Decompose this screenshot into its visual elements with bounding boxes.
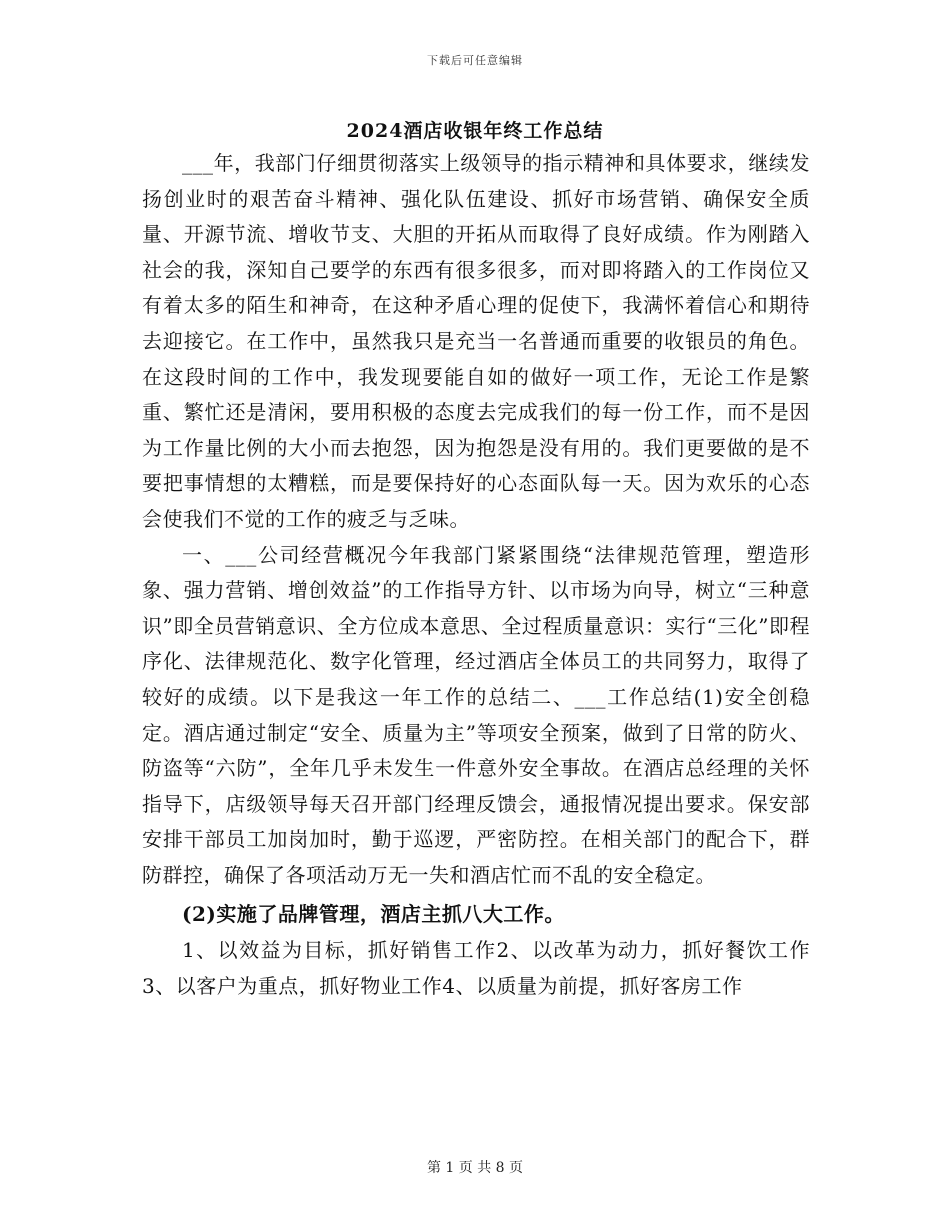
paragraph-section-one: 一、___公司经营概况今年我部门紧紧围绕“法律规范管理，塑造形象、强力营销、增创效益”的工作指导方针、以市场为向导，树立“三种意识”即全员营销意识、全方位成本意思、全过程质量意识：实行“三化”即程序化、法律规范化、数字化管理，经过酒店全体员工的共同努力，取得了较好的成绩。以下是我这一年工作的总结二、___工作总结(1)安全创稳定。酒店通过制定“安全、质量为主”等项安全预案，做到了日常的防火、防盗等“六防”，全年几乎未发生一件意外安全事故。在酒店总经理的关怀指导下，店级领导每天召开部门经理反馈会，通报情况提出要求。保安部安排干部员工加岗加时，勤于巡逻，严密防控。在相关部门的配合下，群防群控，确保了各项活动万无一失和酒店忙而不乱的安全稳定。 [142, 542, 810, 887]
document-body [142, 146, 810, 1004]
document-title: 2024酒店收银年终工作总结 [346, 120, 604, 142]
paragraph-intro: ___年，我部门仔细贯彻落实上级领导的指示精神和具体要求，继续发扬创业时的艰苦奋斗精神、强化队伍建设、抓好市场营销、确保安全质量、开源节流、增收节支、大胆的开拓从而取得了良好成绩。作为刚踏入社会的我，深知自己要学的东西有很多很多，而对即将踏入的工作岗位又有着太多的陌生和神奇，在这种矛盾心理的促使下，我满怀着信心和期待去迎接它。在工作中，虽然我只是充当一名普通而重要的收银员的角色。在这段时间的工作中，我发现要能自如的做好一项工作，无论工作是繁重、繁忙还是清闲，要用积极的态度去完成我们的每一份工作，而不是因为工作量比例的大小而去抱怨，因为抱怨是没有用的。我们更要做的是不要把事情想的太糟糕，而是要保持好的心态面队每一天。因为欢乐的心态会使我们不觉的工作的疲乏与乏味。 [142, 151, 810, 531]
page-number: 第 1 页 共 8 页 [426, 1160, 524, 1176]
paragraph-brand-management-heading: (2)实施了品牌管理，酒店主抓八大工作。 [182, 902, 565, 927]
paragraph-eight-tasks: 1、以效益为目标，抓好销售工作2、以改革为动力，抓好餐饮工作3、以客户为重点，抓好物业工作4、以质量为前提，抓好客房工作 [142, 938, 810, 998]
page-header-note: 下载后可任意编辑 [427, 54, 523, 67]
